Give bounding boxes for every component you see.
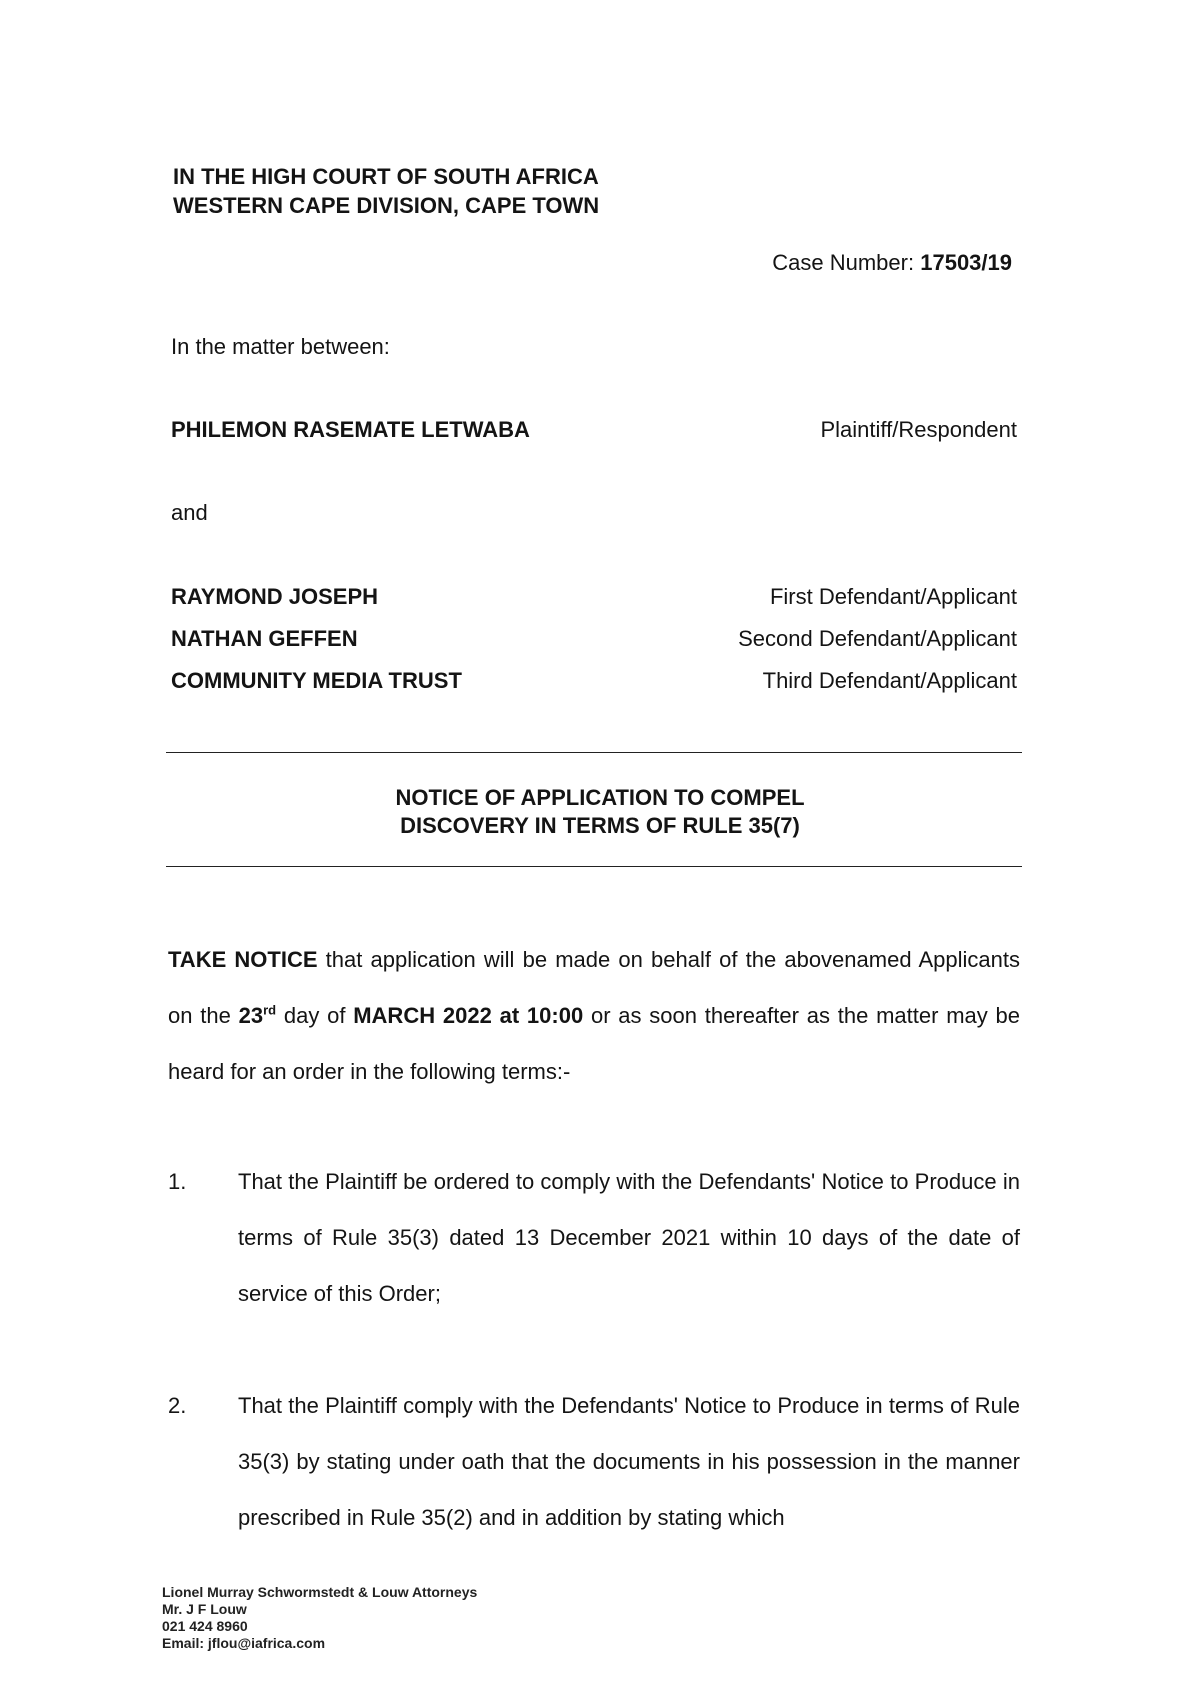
title-line-1: NOTICE OF APPLICATION TO COMPEL <box>395 785 805 810</box>
defendant-role: First Defendant/Applicant <box>769 584 1017 609</box>
case-number-label: Case Number: <box>772 250 915 275</box>
case-number <box>772 250 1012 276</box>
firm-name: Lionel Murray Schwormstedt & Louw Attorneys <box>162 1584 478 1600</box>
court-heading <box>173 162 599 220</box>
phone-number: 021 424 8960 <box>162 1618 248 1634</box>
notice-paragraph: TAKE NOTICE that application will be made on behalf of the abovenamed Applicants on the 23rd day of MARCH 2022 at 10:00 or as soon thereafter as the matter may be heard for an order in the following terms:- <box>168 947 1021 1084</box>
item-number: 2. <box>168 1393 187 1418</box>
take-notice: TAKE NOTICE <box>168 947 318 972</box>
divider-bottom <box>166 866 1022 867</box>
title-line-2: DISCOVERY IN TERMS OF RULE 35(7) <box>400 813 800 838</box>
defendant-row <box>171 668 1017 694</box>
defendant-row <box>171 584 1017 610</box>
case-number-value: 17503/19 <box>920 250 1012 275</box>
defendant-role: Second Defendant/Applicant <box>738 626 1017 651</box>
matter-between: In the matter between: <box>171 334 390 359</box>
defendant-role: Third Defendant/Applicant <box>762 668 1017 693</box>
court-line-1: IN THE HIGH COURT OF SOUTH AFRICA <box>173 164 599 189</box>
plaintiff-role: Plaintiff/Respondent <box>820 417 1017 442</box>
document-title <box>0 784 1200 840</box>
attorney-name: Mr. J F Louw <box>162 1601 247 1617</box>
hearing-day: 23rd <box>238 1002 277 1028</box>
item-text: That the Plaintiff be ordered to comply with the Defendants' Notice to Produce in terms of Rule 35(3) dated 13 December 2021 within 10 days of the date of service of this Order; <box>238 1169 1020 1306</box>
email-address: Email: jflou@iafrica.com <box>162 1635 326 1651</box>
list-item <box>168 1378 1020 1546</box>
defendant-name: COMMUNITY MEDIA TRUST <box>171 668 462 693</box>
item-number: 1. <box>168 1169 187 1194</box>
defendant-name: NATHAN GEFFEN <box>171 626 358 651</box>
hearing-time: 10:00 <box>526 1003 584 1028</box>
divider-top <box>166 752 1022 753</box>
court-line-2: WESTERN CAPE DIVISION, CAPE TOWN <box>173 193 600 218</box>
hearing-date: MARCH 2022 <box>353 1003 492 1028</box>
plaintiff-name: PHILEMON RASEMATE LETWABA <box>171 417 530 442</box>
plaintiff-row <box>171 417 1017 443</box>
defendant-name: RAYMOND JOSEPH <box>171 584 379 609</box>
attorney-footer <box>162 1584 477 1652</box>
and-separator: and <box>171 500 208 525</box>
list-item <box>168 1154 1020 1322</box>
defendant-row <box>171 626 1017 652</box>
item-text: That the Plaintiff comply with the Defendants' Notice to Produce in terms of Rule 35(3) by stating under oath that the documents in his possession in the manner prescribed in Rule 35(2) and in addition by stating which <box>238 1393 1020 1530</box>
